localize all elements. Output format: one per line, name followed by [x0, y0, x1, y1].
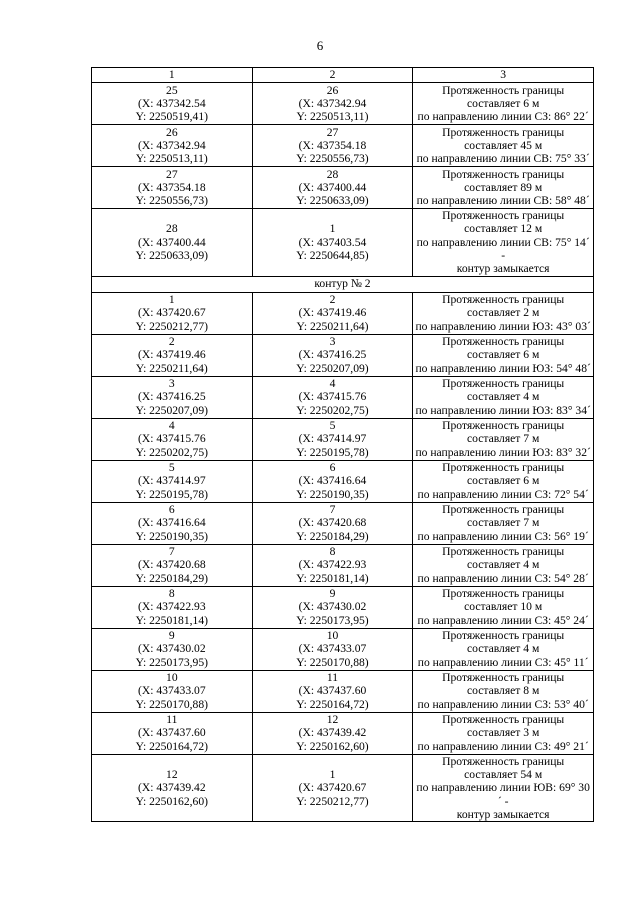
point-number: 11	[326, 671, 339, 685]
table-row	[92, 670, 594, 712]
boundary-description-line: по направлению линии СЗ: 45° 24´	[417, 613, 589, 627]
point-number: 5	[168, 461, 175, 475]
boundary-description-line: Протяженность границы составляет 4 м	[442, 629, 565, 656]
start-point-cell	[92, 628, 253, 670]
boundary-description-line: по направлению линии СЗ: 56° 19´	[417, 529, 589, 543]
start-point-cell	[92, 125, 253, 167]
point-x-coordinate: (X: 437437.60	[138, 726, 206, 740]
point-number: 7	[329, 503, 336, 517]
point-number: 8	[168, 587, 175, 601]
point-y-coordinate: Y: 2250170,88)	[135, 697, 208, 711]
boundary-description-line: по направлению линии СЗ: 53° 40´	[417, 697, 589, 711]
point-y-coordinate: Y: 2250173,95)	[296, 613, 369, 627]
boundary-description-line: Протяженность границы составляет 3 м	[442, 713, 565, 740]
end-point-cell	[252, 502, 413, 544]
boundary-description-line: контур замыкается	[456, 262, 550, 276]
point-x-coordinate: (X: 437439.42	[138, 781, 206, 795]
boundary-description-line: по направлению линии ЮВ: 69° 30´ -	[416, 781, 590, 808]
boundary-description-line: Протяженность границы составляет 6 м	[442, 83, 565, 110]
end-point-cell	[252, 209, 413, 277]
end-point-cell	[252, 670, 413, 712]
point-number: 9	[168, 629, 175, 643]
boundary-description-cell	[413, 292, 594, 334]
header-cell-3: 3	[413, 68, 594, 83]
point-y-coordinate: Y: 2250184,29)	[296, 529, 369, 543]
point-x-coordinate: (X: 437354.18	[138, 180, 206, 194]
table-row	[92, 754, 594, 822]
boundary-description-cell	[413, 83, 594, 125]
boundary-description-line: по направлению линии ЮЗ: 83° 32´	[415, 445, 591, 459]
point-y-coordinate: Y: 2250195,78)	[135, 487, 208, 501]
point-number: 1	[329, 767, 336, 781]
table-row	[92, 712, 594, 754]
point-x-coordinate: (X: 437414.97	[298, 432, 367, 446]
boundary-description-line: Протяженность границы составляет 4 м	[442, 377, 565, 404]
point-number: 3	[168, 377, 175, 391]
boundary-description-line: Протяженность границы составляет 89 м	[442, 167, 565, 194]
point-x-coordinate: (X: 437400.44	[138, 235, 206, 249]
end-point-cell	[252, 334, 413, 376]
table-row	[92, 292, 594, 334]
contour-heading: контур № 2	[92, 276, 594, 292]
point-number: 28	[326, 167, 339, 181]
point-number: 10	[166, 671, 178, 685]
table-row	[92, 628, 594, 670]
boundary-description-line: Протяженность границы составляет 6 м	[442, 335, 565, 362]
point-number: 10	[326, 629, 339, 643]
table-row	[92, 460, 594, 502]
boundary-description-line: Протяженность границы составляет 45 м	[442, 125, 565, 152]
boundary-description-cell	[413, 209, 594, 277]
point-number: 4	[168, 419, 175, 433]
boundary-description-line: контур замыкается	[456, 807, 550, 821]
point-number: 2	[168, 335, 175, 349]
point-y-coordinate: Y: 2250173,95)	[135, 655, 208, 669]
point-y-coordinate: Y: 2250207,09)	[296, 361, 369, 375]
point-y-coordinate: Y: 2250184,29)	[135, 571, 208, 585]
boundary-description-line: Протяженность границы составляет 7 м	[442, 419, 565, 446]
point-number: 2	[329, 293, 336, 307]
boundary-description-line: Протяженность границы составляет 8 м	[442, 671, 565, 698]
point-x-coordinate: (X: 437420.68	[138, 558, 206, 572]
header-cell-1: 1	[92, 68, 253, 83]
boundary-description-line: по направлению линии СЗ: 54° 28´	[417, 571, 589, 585]
boundary-description-line: по направлению линии СВ: 58° 48´	[416, 194, 590, 208]
end-point-cell	[252, 83, 413, 125]
point-y-coordinate: Y: 2250211,64)	[135, 361, 208, 375]
point-number: 6	[168, 503, 175, 517]
point-y-coordinate: Y: 2250202,75)	[296, 403, 369, 417]
point-y-coordinate: Y: 2250556,73)	[135, 194, 208, 208]
table-row	[92, 418, 594, 460]
start-point-cell	[92, 209, 253, 277]
point-x-coordinate: (X: 437342.94	[298, 96, 367, 110]
boundary-description-line: по направлению линии СВ: 75° 33´	[416, 152, 590, 166]
point-x-coordinate: (X: 437416.64	[138, 516, 206, 530]
boundary-description-line: Протяженность границы составляет 7 м	[442, 503, 565, 530]
end-point-cell	[252, 628, 413, 670]
point-y-coordinate: Y: 2250644,85)	[296, 248, 369, 262]
contour-heading-row	[92, 276, 594, 292]
point-y-coordinate: Y: 2250190,35)	[135, 529, 208, 543]
table-row	[92, 83, 594, 125]
point-x-coordinate: (X: 437437.60	[298, 684, 367, 698]
boundary-description-cell	[413, 460, 594, 502]
point-x-coordinate: (X: 437422.93	[138, 600, 206, 614]
boundary-description-line: Протяженность границы составляет 6 м	[442, 461, 565, 488]
point-number: 27	[166, 167, 178, 181]
boundary-description-line: по направлению линии СЗ: 45° 11´	[417, 655, 589, 669]
point-y-coordinate: Y: 2250212,77)	[135, 319, 208, 333]
point-x-coordinate: (X: 437419.46	[298, 306, 367, 320]
table-row	[92, 376, 594, 418]
boundary-description-line: по направлению линии СЗ: 49° 21´	[417, 739, 589, 753]
point-number: 1	[168, 293, 175, 307]
point-y-coordinate: Y: 2250190,35)	[296, 487, 369, 501]
point-x-coordinate: (X: 437414.97	[138, 474, 206, 488]
point-y-coordinate: Y: 2250164,72)	[135, 739, 208, 753]
end-point-cell	[252, 754, 413, 822]
point-number: 8	[329, 545, 336, 559]
end-point-cell	[252, 460, 413, 502]
boundary-description-cell	[413, 125, 594, 167]
point-x-coordinate: (X: 437403.54	[298, 235, 367, 249]
boundary-description-cell	[413, 334, 594, 376]
end-point-cell	[252, 586, 413, 628]
start-point-cell	[92, 83, 253, 125]
point-y-coordinate: Y: 2250164,72)	[296, 697, 369, 711]
start-point-cell	[92, 754, 253, 822]
point-x-coordinate: (X: 437416.25	[138, 390, 206, 404]
start-point-cell	[92, 167, 253, 209]
point-x-coordinate: (X: 437420.68	[298, 516, 367, 530]
point-x-coordinate: (X: 437415.76	[298, 390, 367, 404]
point-number: 27	[326, 125, 339, 139]
start-point-cell	[92, 292, 253, 334]
point-y-coordinate: Y: 2250162,60)	[135, 794, 208, 808]
start-point-cell	[92, 544, 253, 586]
table-row	[92, 544, 594, 586]
point-y-coordinate: Y: 2250519,41)	[135, 110, 208, 124]
point-x-coordinate: (X: 437420.67	[298, 781, 367, 795]
table-row	[92, 334, 594, 376]
point-x-coordinate: (X: 437415.76	[138, 432, 206, 446]
end-point-cell	[252, 544, 413, 586]
boundary-description-cell	[413, 754, 594, 822]
point-x-coordinate: (X: 437422.93	[298, 558, 367, 572]
boundary-description-line: Протяженность границы составляет 2 м	[442, 293, 565, 320]
boundary-description-cell	[413, 544, 594, 586]
point-number: 28	[166, 222, 178, 236]
boundary-description-line: по направлению линии ЮЗ: 43° 03´	[415, 319, 591, 333]
end-point-cell	[252, 418, 413, 460]
point-y-coordinate: Y: 2250170,88)	[296, 655, 369, 669]
boundary-description-cell	[413, 502, 594, 544]
point-number: 1	[329, 222, 336, 236]
point-y-coordinate: Y: 2250633,09)	[296, 194, 369, 208]
point-x-coordinate: (X: 437342.94	[138, 138, 206, 152]
point-number: 7	[168, 545, 175, 559]
table-row	[92, 125, 594, 167]
boundary-description-line: по направлению линии ЮЗ: 83° 34´	[415, 403, 591, 417]
point-number: 3	[329, 335, 336, 349]
point-y-coordinate: Y: 2250211,64)	[296, 319, 369, 333]
start-point-cell	[92, 502, 253, 544]
point-x-coordinate: (X: 437342.54	[138, 96, 206, 110]
point-y-coordinate: Y: 2250556,73)	[296, 152, 369, 166]
boundary-description-cell	[413, 376, 594, 418]
point-x-coordinate: (X: 437430.02	[138, 642, 206, 656]
boundary-description-cell	[413, 586, 594, 628]
point-x-coordinate: (X: 437430.02	[298, 600, 367, 614]
boundary-description-cell	[413, 670, 594, 712]
boundary-description-line: по направлению линии СВ: 75° 14´ -	[416, 235, 590, 262]
table-row	[92, 209, 594, 277]
point-x-coordinate: (X: 437439.42	[298, 726, 367, 740]
point-x-coordinate: (X: 437354.18	[298, 138, 367, 152]
point-x-coordinate: (X: 437416.25	[298, 348, 367, 362]
end-point-cell	[252, 376, 413, 418]
start-point-cell	[92, 670, 253, 712]
start-point-cell	[92, 460, 253, 502]
point-number: 12	[326, 713, 339, 727]
point-y-coordinate: Y: 2250181,14)	[296, 571, 369, 585]
start-point-cell	[92, 418, 253, 460]
point-number: 25	[166, 83, 178, 97]
point-x-coordinate: (X: 437433.07	[298, 642, 367, 656]
point-y-coordinate: Y: 2250207,09)	[135, 403, 208, 417]
start-point-cell	[92, 586, 253, 628]
point-y-coordinate: Y: 2250202,75)	[135, 445, 208, 459]
boundary-description-cell	[413, 712, 594, 754]
page-number: 6	[316, 38, 324, 53]
point-y-coordinate: Y: 2250633,09)	[135, 248, 208, 262]
point-number: 6	[329, 461, 336, 475]
table-row	[92, 586, 594, 628]
point-number: 9	[329, 587, 336, 601]
start-point-cell	[92, 712, 253, 754]
boundary-table	[91, 67, 594, 822]
start-point-cell	[92, 334, 253, 376]
point-y-coordinate: Y: 2250513,11)	[296, 110, 369, 124]
header-cell-2: 2	[252, 68, 413, 83]
end-point-cell	[252, 125, 413, 167]
boundary-description-line: по направлению линии СЗ: 86° 22´	[417, 110, 589, 124]
boundary-description-cell	[413, 167, 594, 209]
end-point-cell	[252, 167, 413, 209]
point-y-coordinate: Y: 2250162,60)	[296, 739, 369, 753]
start-point-cell	[92, 376, 253, 418]
point-y-coordinate: Y: 2250513,11)	[135, 152, 208, 166]
boundary-description-line: Протяженность границы составляет 54 м	[442, 754, 565, 781]
boundary-description-cell	[413, 628, 594, 670]
boundary-description-cell	[413, 418, 594, 460]
point-number: 11	[166, 713, 178, 727]
boundary-table-body	[92, 68, 594, 822]
boundary-description-line: Протяженность границы составляет 4 м	[442, 545, 565, 572]
point-y-coordinate: Y: 2250195,78)	[296, 445, 369, 459]
point-y-coordinate: Y: 2250212,77)	[296, 794, 369, 808]
point-number: 4	[329, 377, 336, 391]
point-number: 26	[166, 125, 178, 139]
point-y-coordinate: Y: 2250181,14)	[135, 613, 208, 627]
point-number: 26	[326, 83, 339, 97]
point-x-coordinate: (X: 437433.07	[138, 684, 206, 698]
boundary-description-line: Протяженность границы составляет 12 м	[442, 209, 565, 236]
table-row	[92, 502, 594, 544]
point-number: 12	[166, 767, 178, 781]
boundary-description-line: по направлению линии ЮЗ: 54° 48´	[415, 361, 591, 375]
point-x-coordinate: (X: 437400.44	[298, 180, 367, 194]
point-x-coordinate: (X: 437419.46	[138, 348, 206, 362]
boundary-description-line: Протяженность границы составляет 10 м	[442, 587, 565, 614]
header-row	[92, 68, 594, 83]
table-row	[92, 167, 594, 209]
point-x-coordinate: (X: 437420.67	[138, 306, 206, 320]
end-point-cell	[252, 292, 413, 334]
point-number: 5	[329, 419, 336, 433]
point-x-coordinate: (X: 437416.64	[298, 474, 367, 488]
end-point-cell	[252, 712, 413, 754]
boundary-description-line: по направлению линии СЗ: 72° 54´	[417, 487, 589, 501]
